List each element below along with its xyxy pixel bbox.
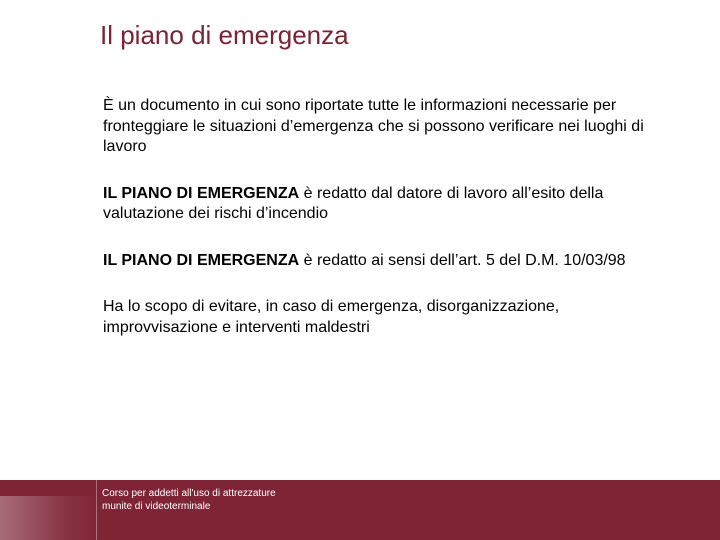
paragraph-legal-basis: [103, 251, 663, 272]
paragraph-author: [103, 184, 663, 225]
paragraph-text: Ha lo scopo di evitare, in caso di emergenza, disorganizzazione, improvvisazione e interventi maldestri: [103, 298, 560, 336]
footer-gradient-decoration: [0, 496, 100, 540]
footer-caption: [102, 487, 276, 513]
footer-divider: [96, 480, 97, 540]
slide-body: [103, 96, 663, 364]
paragraph-text: È un documento in cui sono riportate tutte le informazioni necessarie per fronteggiare le situazioni d’emergenza che si possono verificare nei luoghi di lavoro: [103, 97, 644, 155]
paragraph-purpose: [103, 297, 663, 338]
slide-title: Il piano di emergenza: [100, 20, 349, 50]
paragraph-text: è redatto dal datore di lavoro all’esito della valutazione dei rischi d’incendio: [103, 184, 604, 222]
paragraph-lead: IL PIANO DI EMERGENZA: [103, 251, 300, 269]
paragraph-text: è redatto ai sensi dell’art. 5 del D.M. 10/03/98: [299, 251, 626, 269]
footer-line-2: munite di videoterminale: [102, 501, 211, 512]
footer-line-1: Corso per addetti all'uso di attrezzature: [102, 488, 276, 499]
paragraph-definition: [103, 96, 663, 158]
paragraph-lead: IL PIANO DI EMERGENZA: [103, 184, 300, 202]
